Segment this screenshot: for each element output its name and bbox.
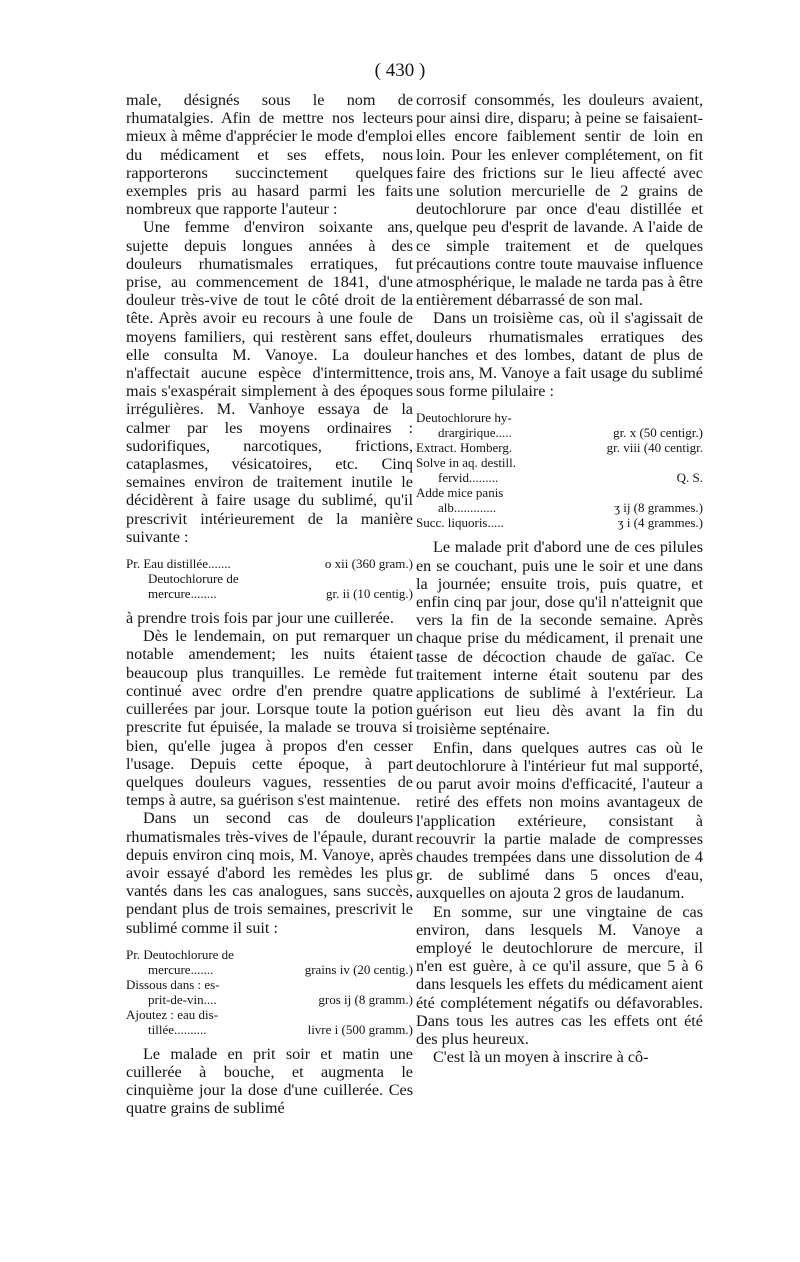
rx-ingredient: tillée.......... (148, 1021, 207, 1037)
rx-ingredient: Dissous dans : es- (126, 976, 220, 992)
paragraph: Une femme d'environ soixante ans, sujette depuis longues années à des douleurs rhumatismales erratiques, fut prise, au commencement de 1841, d'une douleur très-vive de tout le côté droit de la tête. Après avoir eu recours à une foule de moyens familiers, qui restèrent sans effet, elle consulta M. Vanoye. La douleur n'affectait aucune espèce d'intermittence, mais s'exaspérait simplement à des époques irrégulières. M. Vanhoye essaya de la calmer par les moyens ordinaires : sudorifiques, narcotiques, frictions, cataplasmes, vésicatoires, etc. Cinq semaines environ de traitement inutile le décidèrent à faire usage du sublimé, qu'il prescrivit intérieurement de la manière suivante : (126, 218, 413, 546)
rx-ingredient: Deutochlorure hy- (416, 410, 512, 426)
rx-ingredient: mercure........ (148, 586, 217, 602)
paragraph: à prendre trois fois par jour une cuillerée. (126, 609, 394, 628)
prescription-3 (416, 410, 703, 530)
rx-ingredient: Deutochlorure de (148, 571, 239, 587)
rx-ingredient: Adde mice panis (416, 485, 504, 501)
rx-dose: gr. x (50 centigr.) (613, 425, 703, 441)
right-column (416, 91, 703, 1066)
rx-ingredient: Pr. Deutochlorure de (126, 946, 234, 962)
paragraph: Dans un troisième cas, où il s'agissait de douleurs rhumatismales erratiques des hanches et des lombes, datant de plus de trois ans, M. Vanoye a fait usage du sublimé sous forme pilulaire : (416, 309, 703, 401)
paragraph: corrosif consommés, les douleurs avaient, pour ainsi dire, disparu; à peine se faisaient-elles encore faiblement sentir de loin en loin. Pour les enlever complétement, on fit faire des frictions sur le lieu affecté avec une solution mercurielle de 2 grains de deutochlorure par once d'eau distillée et quelque peu d'esprit de lavande. A l'aide de ce simple traitement et de quelques précautions contre toute mauvaise influence atmosphérique, le malade ne tarda pas à être entièrement débarrassé de son mal. (416, 91, 703, 310)
rx-ingredient: fervid......... (438, 470, 499, 486)
rx-ingredient: Pr. Eau distillée....... (126, 556, 231, 572)
rx-dose: o xii (360 gram.) (324, 556, 413, 572)
rx-dose: gr. viii (40 centigr. (606, 440, 703, 456)
paragraph: Dès le lendemain, on put remarquer un notable amendement; les nuits étaient beaucoup plus tranquilles. Le remède fut continué avec ordre d'en prendre quatre cuillerées par jour. Lorsque toute la potion prescrite fut épuisée, la malade se trouva si bien, qu'elle jugea à propos d'en cesser l'usage. Depuis cette époque, à part quelques douleurs vagues, ressenties de temps à autre, sa guérison s'est maintenue. (126, 627, 413, 810)
prescription-1 (126, 556, 413, 601)
prescription-2 (126, 947, 413, 1037)
left-column (126, 91, 413, 1118)
paragraph: Le malade en prit soir et matin une cuillerée à bouche, et augmenta le cinquième jour la dose d'une cuillerée. Ces quatre grains de sublimé (126, 1044, 413, 1118)
rx-ingredient: drargirique..... (438, 425, 512, 441)
paragraph: Le malade prit d'abord une de ces pilules en se couchant, puis une le soir et une dans la journée; ensuite trois, puis quatre, et enfin cinq par jour, dose qu'il n'atteignit que vers la fin de la seconde semaine. Après chaque prise du médicament, il prenait une tasse de décoction chaude de gaïac. Ce traitement interne était soutenu par des applications de sublimé à l'extérieur. La guérison eut lieu dès avant la fin du troisième septénaire. (416, 538, 703, 739)
rx-ingredient: prit-de-vin.... (148, 991, 217, 1007)
page-number: ( 430 ) (374, 60, 426, 81)
rx-dose: ʒ ij (8 grammes.) (614, 500, 703, 516)
rx-ingredient: Extract. Homberg. (416, 440, 513, 456)
rx-dose: gros ij (8 gramm.) (318, 991, 413, 1007)
rx-ingredient: alb............. (438, 500, 497, 516)
rx-dose: ʒ i (4 grammes.) (617, 515, 703, 531)
rx-dose: gr. ii (10 centig.) (325, 586, 413, 602)
rx-dose: Q. S. (676, 470, 703, 486)
rx-dose: livre i (500 gramm.) (307, 1021, 413, 1037)
rx-dose: grains iv (20 centig.) (304, 961, 413, 977)
rx-ingredient: Ajoutez : eau dis- (126, 1006, 219, 1022)
paragraph: male, désignés sous le nom de rhumatalgies. Afin de mettre nos lecteurs mieux à même d'apprécier le mode d'emploi du médicament et ses effets, nous rapporterons succinctement quelques exemples pris au hasard parmi les faits nombreux que rapporte l'auteur : (126, 91, 413, 219)
paragraph: En somme, sur une vingtaine de cas environ, dans lesquels M. Vanoye a employé le deutochlorure de mercure, il n'en est guère, à ce qu'il assure, que 5 à 6 dans lesquels les effets du médicament aient été complétement négatifs ou défavorables. Dans tous les autres cas les effets ont été des plus heureux. (416, 902, 703, 1048)
paragraph: C'est là un moyen à inscrire à cô- (433, 1048, 649, 1067)
rx-ingredient: Solve in aq. destill. (416, 455, 517, 471)
rx-ingredient: Succ. liquoris..... (416, 515, 504, 531)
paragraph: Enfin, dans quelques autres cas où le deutochlorure à l'intérieur fut mal supporté, ou parut avoir moins d'efficacité, l'auteur a retiré des effets non moins avantageux de l'application extérieure, consistant à recouvrir la partie malade de compresses chaudes trempées dans une dissolution de 4 gr. de sublimé dans 5 onces d'eau, auxquelles on ajouta 2 gros de laudanum. (416, 738, 703, 903)
paragraph: Dans un second cas de douleurs rhumatismales très-vives de l'épaule, durant depuis environ cinq mois, M. Vanoye, après avoir essayé d'abord les remèdes les plus vantés dans les cas analogues, sans succès, pendant plus de trois semaines, prescrivit le sublimé comme il suit : (126, 809, 413, 937)
rx-ingredient: mercure....... (148, 961, 214, 977)
